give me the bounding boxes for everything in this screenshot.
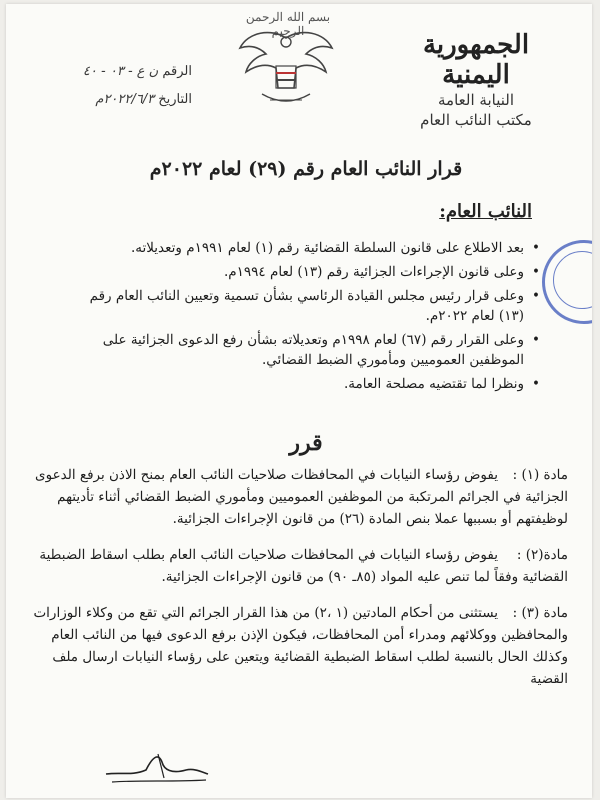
article-2 bbox=[28, 544, 568, 588]
preamble-item: • وعلى القرار رقم (٦٧) لعام ١٩٩٨م وتعديلاته بشأن رفع الدعوى الجزائية على الموظفين العموميين ومأموري الضبط القضائي. bbox=[76, 330, 540, 370]
preamble-item: • بعد الاطلاع على قانون السلطة القضائية رقم (١) لعام ١٩٩١م وتعديلاته. bbox=[76, 238, 540, 258]
article-3 bbox=[28, 602, 568, 690]
article-text: يستثنى من أحكام المادتين (١ ،٢) من هذا القرار الجرائم التي تقع من وكلاء الوزارات والمحافظين ووكلائهم ومدراء أمن المحافظات، فيكون الإذن برفع الدعوى فيها من النائب العام وكذلك الحال بالنسبة لطلب اسقاط الضبطية القضائية ويتعين على رؤساء النيابات ارسال ملف القضية bbox=[33, 605, 568, 687]
eagle-emblem-icon bbox=[236, 18, 336, 113]
articles-section bbox=[28, 464, 568, 704]
article-text: يفوض رؤساء النيابات في المحافظات صلاحيات النائب العام بمنح الاذن برفع الدعوى الجزائية في الجرائم المرتكبة من الموظفين العموميين ومأموري الضبط القضائي أثناء تأديتهم لوظيفتهم أو بسببها عملا بنص المادة (٢٦) من قانون الإجراءات الجزائية. bbox=[35, 467, 568, 527]
preamble-item: • ونظرا لما تقتضيه مصلحة العامة. bbox=[76, 374, 540, 394]
article-label: مادة (١) : bbox=[512, 467, 568, 483]
preamble-item: • وعلى قرار رئيس مجلس القيادة الرئاسي بشأن تسمية وتعيين النائب العام رقم (١٣) لعام ٢٠٢٢م. bbox=[76, 286, 540, 326]
article-1 bbox=[28, 464, 568, 530]
country-name: الجمهورية اليمنية bbox=[422, 30, 530, 90]
reference-label: الرقم bbox=[162, 64, 192, 79]
date-label: التاريخ bbox=[158, 92, 192, 107]
date-row bbox=[32, 86, 192, 114]
basmala: بسم الله الرحمن الرحيم bbox=[245, 10, 331, 38]
article-label: مادة(٢) : bbox=[516, 547, 568, 563]
signature-icon bbox=[102, 744, 212, 789]
date-value: ٢٠٢٢/٦/٣م bbox=[95, 92, 155, 107]
decision-heading: قرر bbox=[289, 430, 323, 456]
letterhead-left bbox=[32, 58, 192, 114]
document-page bbox=[6, 4, 592, 798]
department-name: مكتب النائب العام bbox=[420, 111, 532, 129]
preamble-item: • وعلى قانون الإجراءات الجزائية رقم (١٣) لعام ١٩٩٤م. bbox=[76, 262, 540, 282]
reference-row bbox=[32, 58, 192, 86]
preamble-list bbox=[76, 238, 540, 398]
article-text: يفوض رؤساء النيابات في المحافظات صلاحيات النائب العام بطلب اسقاط الضبطية القضائية وفقاً لما تنص عليه المواد (٨٥ـ ٩٠) من قانون الإجراءات الجزائية. bbox=[39, 547, 568, 585]
article-label: مادة (٣) : bbox=[512, 605, 568, 621]
official-stamp-icon bbox=[542, 240, 592, 324]
office-name: النيابة العامة bbox=[438, 91, 514, 109]
reference-value: ن ع - ٠٣ - ٤٠ bbox=[82, 64, 159, 79]
letterhead-right bbox=[386, 30, 566, 130]
issuer-heading: النائب العام: bbox=[439, 201, 532, 222]
decision-title: قرار النائب العام رقم (٢٩) لعام ٢٠٢٢م bbox=[149, 158, 463, 180]
stamp-inner-ring bbox=[553, 251, 592, 309]
